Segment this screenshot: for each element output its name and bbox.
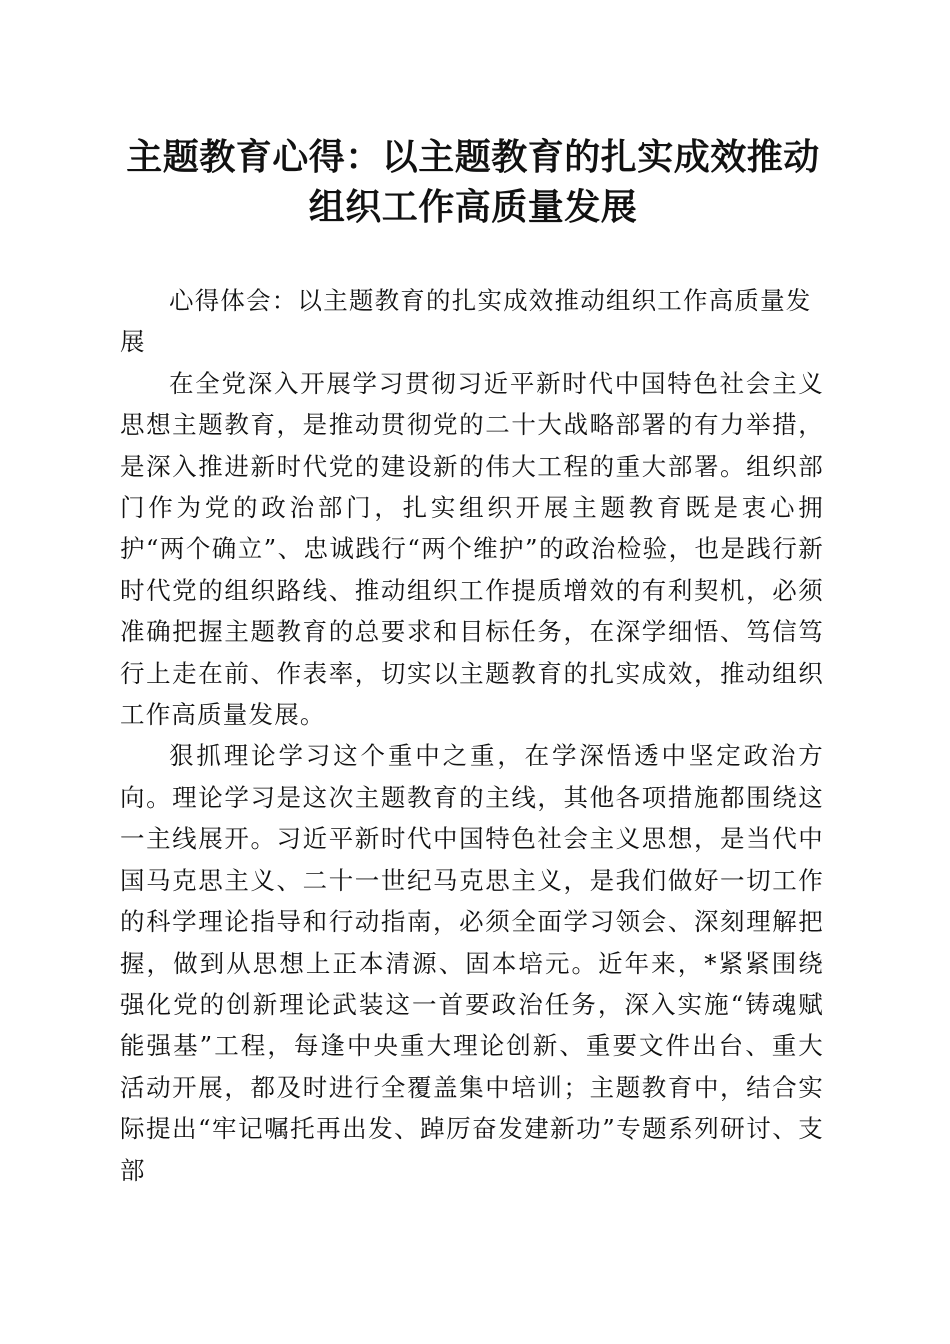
document-title: 主题教育心得：以主题教育的扎实成效推动组织工作高质量发展 [126,136,820,228]
subtitle-paragraph: 心得体会：以主题教育的扎实成效推动组织工作高质量发展 [120,286,812,357]
document-body [120,280,824,1191]
body-paragraph: 在全党深入开展学习贯彻习近平新时代中国特色社会主义思想主题教育，是推动贯彻党的二十大战略部署的有力举措，是深入推进新时代党的建设新的伟大工程的重大部署。组织部门作为党的政治部门，扎实组织开展主题教育既是衷心拥护“两个确立”、忠诚践行“两个维护”的政治检验，也是践行新时代党的组织路线、推动组织工作提质增效的有利契机，必须准确把握主题教育的总要求和目标任务，在深学细悟、笃信笃行上走在前、作表率，切实以主题教育的扎实成效，推动组织工作高质量发展。 [120,368,824,730]
body-paragraph: 狠抓理论学习这个重中之重，在学深悟透中坚定政治方向。理论学习是这次主题教育的主线，其他各项措施都围绕这一主线展开。习近平新时代中国特色社会主义思想，是当代中国马克思主义、二十一世纪马克思主义，是我们做好一切工作的科学理论指导和行动指南，必须全面学习领会、深刻理解把握，做到从思想上正本清源、固本培元。近年来，*紧紧围绕强化党的创新理论武装这一首要政治任务，深入实施“铸魂赋能强基”工程，每逢中央重大理论创新、重要文件出台、重大活动开展，都及时进行全覆盖集中培训；主题教育中，结合实际提出“牢记嘱托再出发、踔厉奋发建新功”专题系列研讨、支部 [120,741,824,1185]
